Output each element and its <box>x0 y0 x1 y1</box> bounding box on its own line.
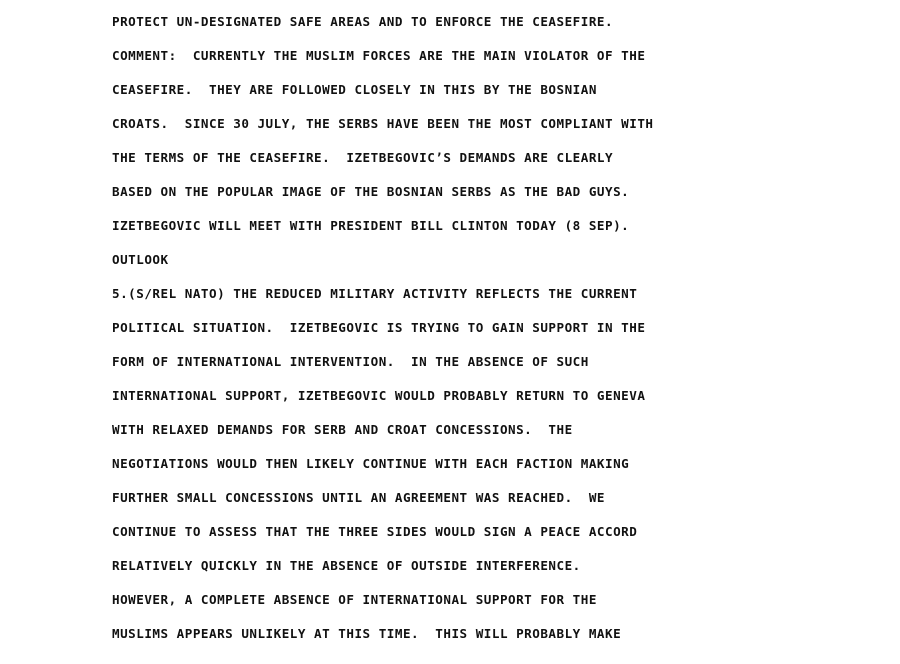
text-line: CONTINUE TO ASSESS THAT THE THREE SIDES WOULD SIGN A PEACE ACCORD <box>112 524 638 539</box>
text-line: FORM OF INTERNATIONAL INTERVENTION. IN THE ABSENCE OF SUCH <box>112 354 589 369</box>
text-line: BASED ON THE POPULAR IMAGE OF THE BOSNIAN SERBS AS THE BAD GUYS. <box>112 184 630 199</box>
paragraph-start: 5.(S/REL NATO) THE REDUCED MILITARY ACTIVITY REFLECTS THE CURRENT <box>112 286 638 301</box>
text-line: WITH RELAXED DEMANDS FOR SERB AND CROAT CONCESSIONS. THE <box>112 422 573 437</box>
text-line: IZETBEGOVIC WILL MEET WITH PRESIDENT BILL CLINTON TODAY (8 SEP). <box>112 218 630 233</box>
document-body <box>112 11 654 657</box>
text-line: COMMENT: CURRENTLY THE MUSLIM FORCES ARE THE MAIN VIOLATOR OF THE <box>112 48 646 63</box>
text-line: CEASEFIRE. THEY ARE FOLLOWED CLOSELY IN THIS BY THE BOSNIAN <box>112 82 597 97</box>
text-line: CROATS. SINCE 30 JULY, THE SERBS HAVE BEEN THE MOST COMPLIANT WITH <box>112 116 654 131</box>
text-line: HOWEVER, A COMPLETE ABSENCE OF INTERNATIONAL SUPPORT FOR THE <box>112 592 597 607</box>
section-heading: OUTLOOK <box>112 252 169 267</box>
text-line: PROTECT UN-DESIGNATED SAFE AREAS AND TO ENFORCE THE CEASEFIRE. <box>112 14 614 29</box>
text-line: RELATIVELY QUICKLY IN THE ABSENCE OF OUTSIDE INTERFERENCE. <box>112 558 581 573</box>
text-line: POLITICAL SITUATION. IZETBEGOVIC IS TRYING TO GAIN SUPPORT IN THE <box>112 320 646 335</box>
text-line: THE TERMS OF THE CEASEFIRE. IZETBEGOVIC’S DEMANDS ARE CLEARLY <box>112 150 614 165</box>
text-line: MUSLIMS APPEARS UNLIKELY AT THIS TIME. THIS WILL PROBABLY MAKE <box>112 626 622 641</box>
text-line: FURTHER SMALL CONCESSIONS UNTIL AN AGREEMENT WAS REACHED. WE <box>112 490 606 505</box>
text-line: NEGOTIATIONS WOULD THEN LIKELY CONTINUE WITH EACH FACTION MAKING <box>112 456 630 471</box>
text-line: INTERNATIONAL SUPPORT, IZETBEGOVIC WOULD PROBABLY RETURN TO GENEVA <box>112 388 646 403</box>
